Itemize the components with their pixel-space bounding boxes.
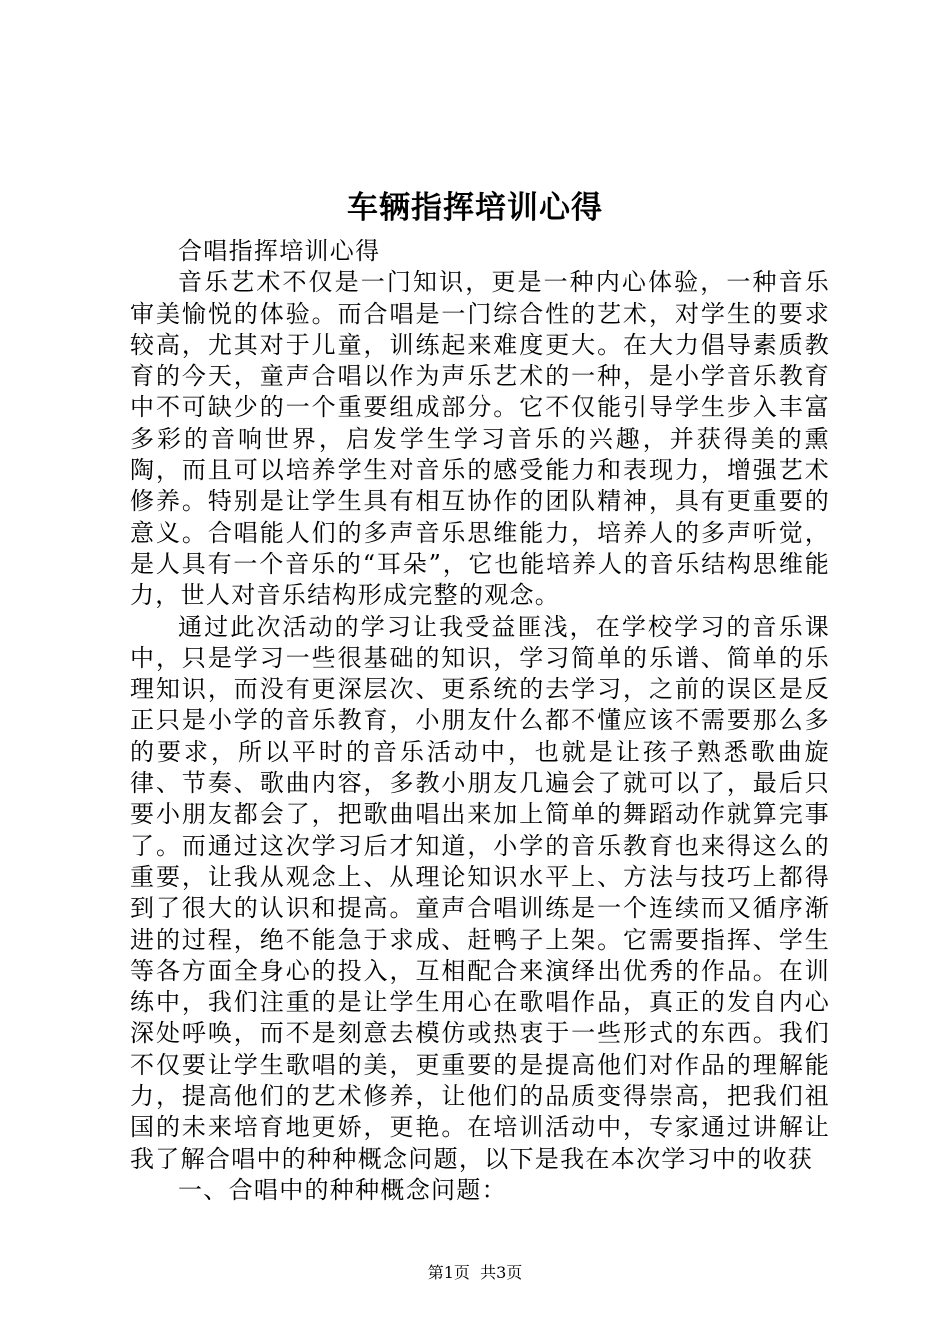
- paragraph: 音乐艺术不仅是一门知识，更是一种内心体验，一种音乐审美愉悦的体验。而合唱是一门综合性的艺术，对学生的要求较高，尤其对于儿童，训练起来难度更大。在大力倡导素质教育的今天，童声合唱以作为声乐艺术的一种，是小学音乐教育中不可缺少的一个重要组成部分。它不仅能引导学生步入丰富多彩的音响世界，启发学生学习音乐的兴趣，并获得美的熏陶，而且可以培养学生对音乐的感受能力和表现力，增强艺术修养。特别是让学生具有相互协作的团队精神，具有更重要的意义。合唱能人们的多声音乐思维能力，培养人的多声听觉，是人具有一个音乐的“耳朵”，它也能培养人的音乐结构思维能力，世人对音乐结构形成完整的观念。: [130, 268, 830, 610]
- page-number-footer: 第1页 共3页: [427, 1263, 523, 1282]
- document-subtitle: 合唱指挥培训心得: [178, 237, 381, 265]
- document-title: 车辆指挥培训心得: [347, 190, 603, 226]
- document-body: [130, 236, 830, 1206]
- section-heading: 一、合唱中的种种概念问题：: [178, 1175, 507, 1204]
- paragraph: 通过此次活动的学习让我受益匪浅，在学校学习的音乐课中，只是学习一些很基础的知识，学习简单的乐谱、简单的乐理知识，而没有更深层次、更系统的去学习，之前的误区是反正只是小学的音乐教育，小朋友什么都不懂应该不需要那么多的要求，所以平时的音乐活动中，也就是让孩子熟悉歌曲旋律、节奏、歌曲内容，多教小朋友几遍会了就可以了，最后只要小朋友都会了，把歌曲唱出来加上简单的舞蹈动作就算完事了。而通过这次学习后才知道，小学的音乐教育也来得这么的重要，让我从观念上、从理论知识水平上、方法与技巧上都得到了很大的认识和提高。童声合唱训练是一个连续而又循序渐进的过程，绝不能急于求成、赶鸭子上架。它需要指挥、学生等各方面全身心的投入，互相配合来演绎出优秀的作品。在训练中，我们注重的是让学生用心在歌唱作品，真正的发自内心深处呼唤，而不是刻意去模仿或热衷于一些形式的东西。我们不仅要让学生歌唱的美，更重要的是提高他们对作品的理解能力，提高他们的艺术修养，让他们的品质变得崇高，把我们祖国的未来培育地更娇，更艳。在培训活动中，专家通过讲解让我了解合唱中的种种概念问题，以下是我在本次学习中的收获: [130, 612, 830, 1173]
